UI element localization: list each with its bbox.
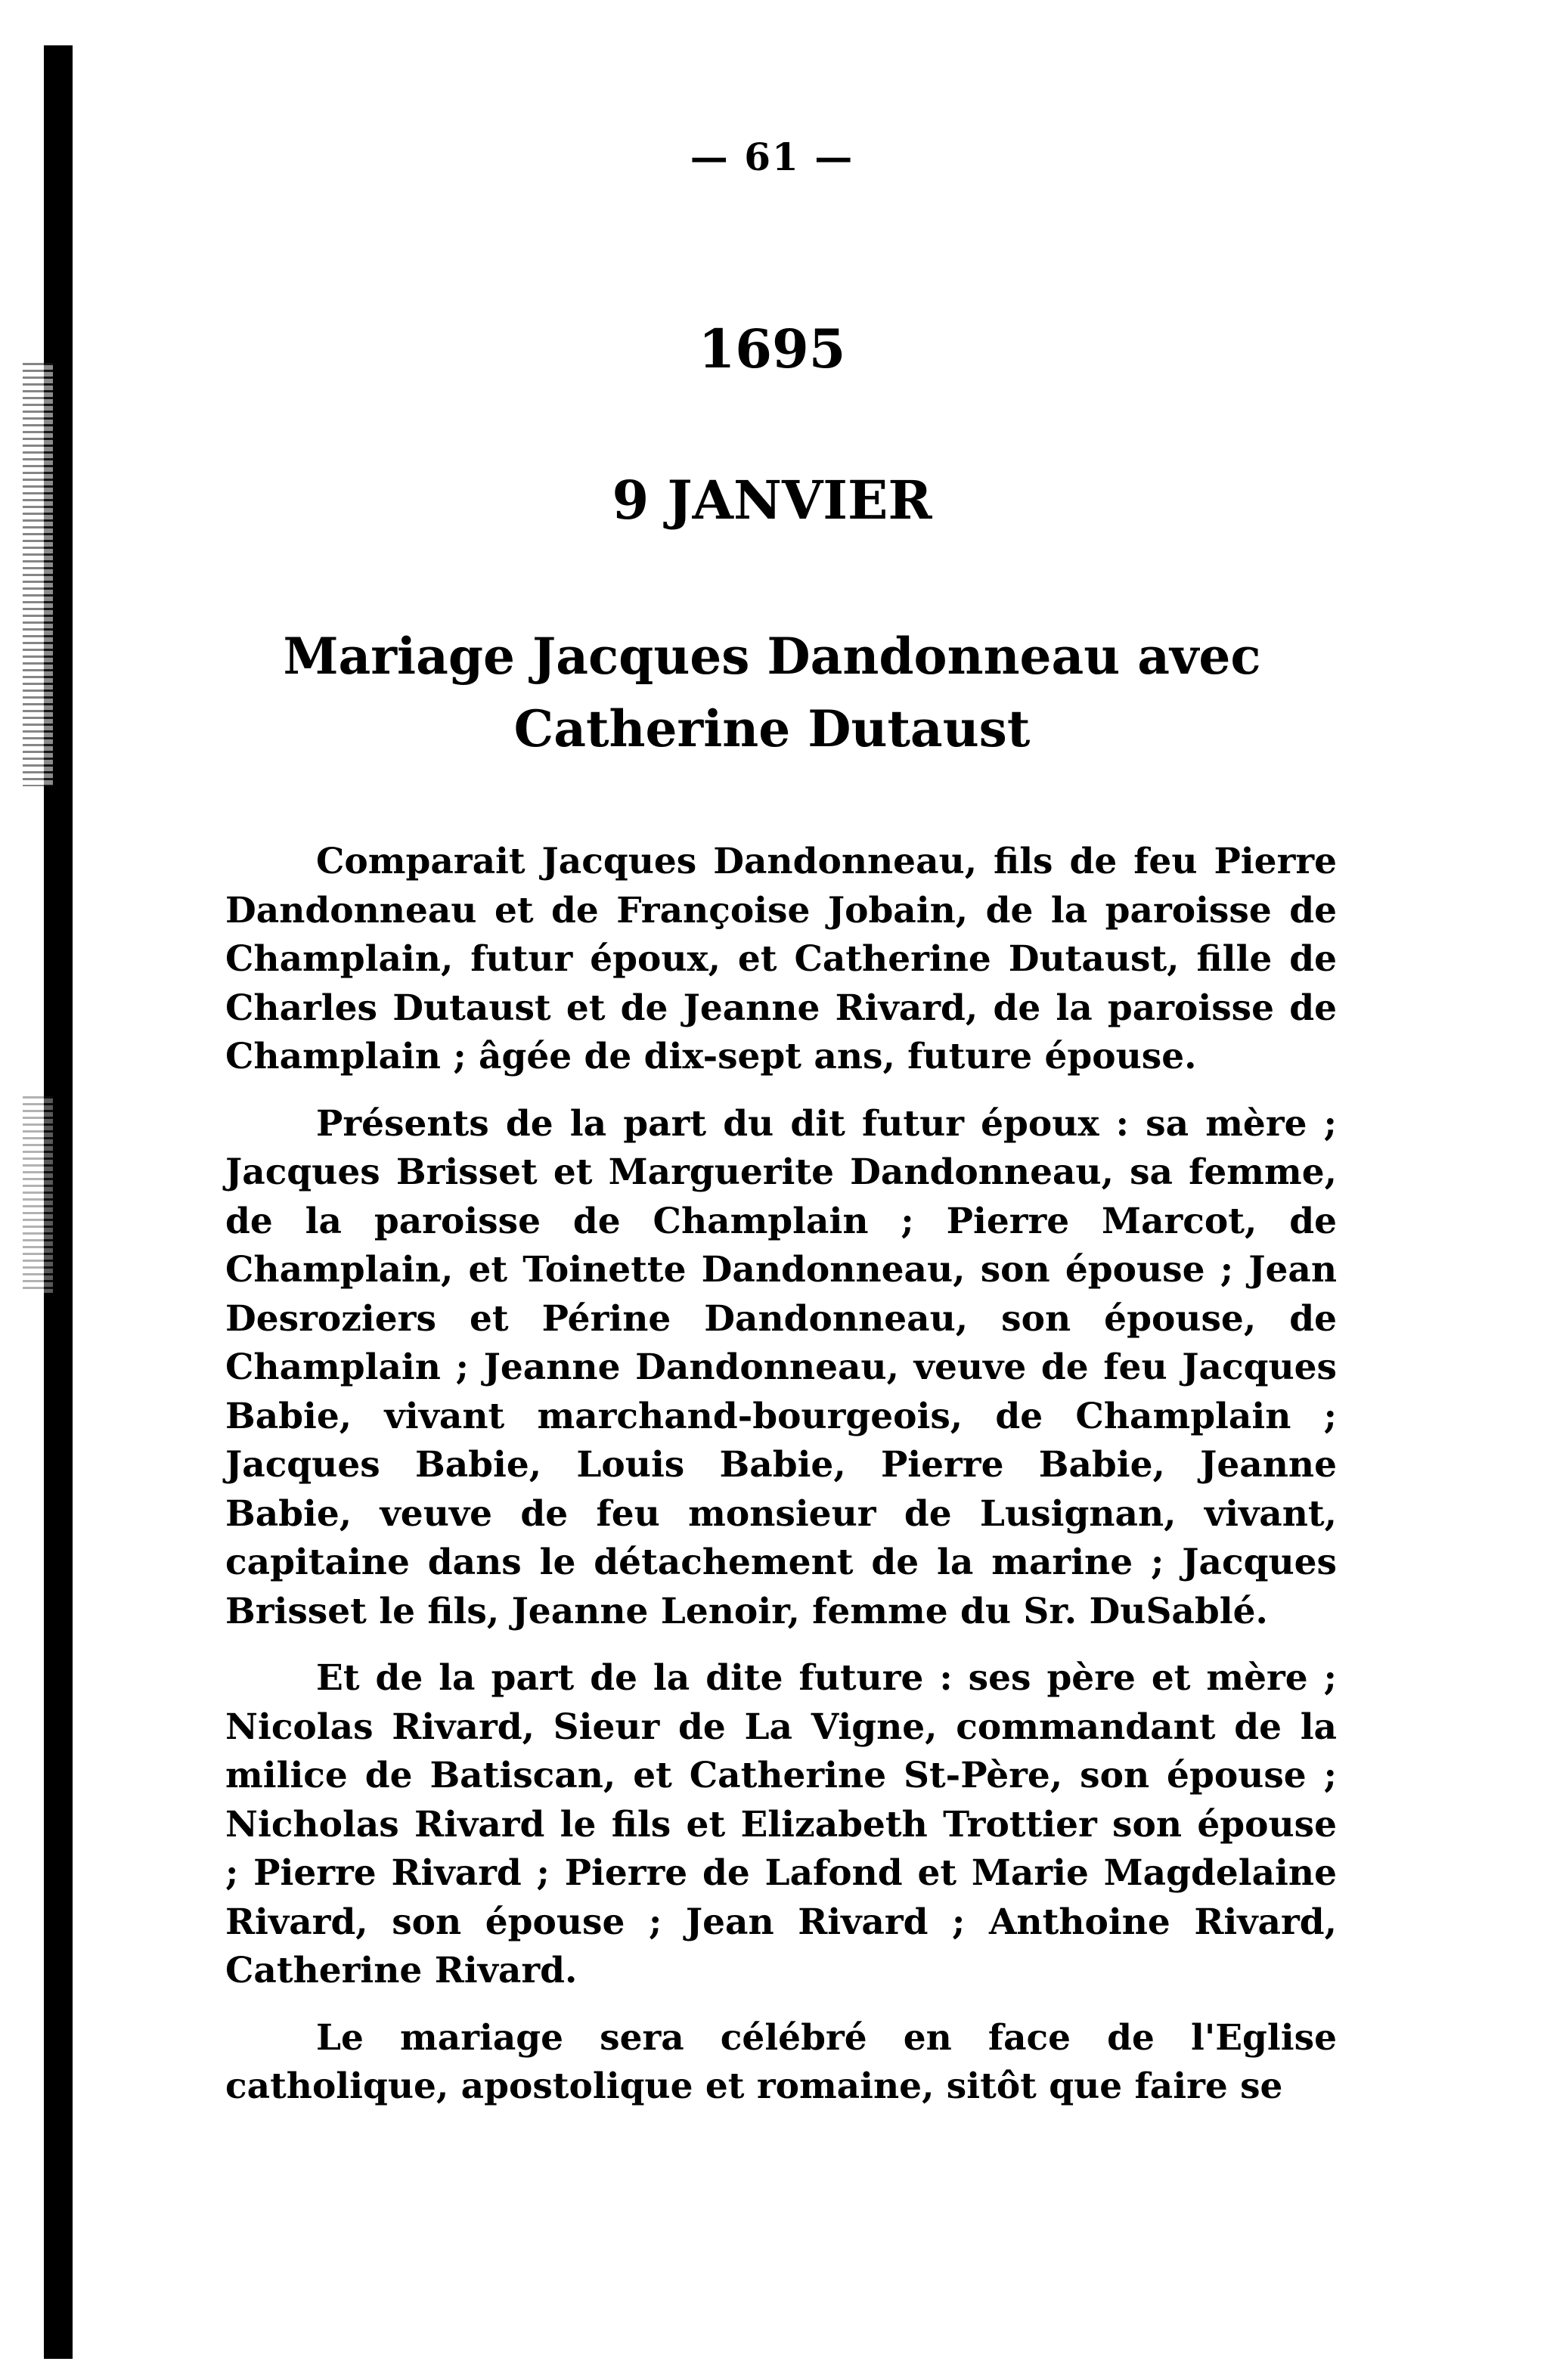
binding-shadow-lower <box>23 1096 53 1293</box>
entry-title-line-1: Mariage Jacques Dandonneau avec <box>283 627 1261 686</box>
year-heading: 1695 <box>698 318 846 380</box>
page-number: — 61 — <box>690 135 854 179</box>
paragraph-presents-epoux: Présents de la part du dit futur époux : sa mère ; Jacques Brisset et Marguerite Dandonneau, sa femme, de la paroisse de Champlain ; Pierre Marcot, de Champlain, et Toinette Dandonneau, son épouse ; Jean Desroziers et Périne Dandonneau, son épouse, de Champlain ; Jeanne Dandonneau, veuve de feu Jacques Babie, vivant marchand-bourgeois, de Champlain ; Jacques Babie, Louis Babie, Pierre Babie, Jeanne Babie, veuve de feu monsieur de Lusignan, vivant, capitaine dans le détachement de la marine ; Jacques Brisset le fils, Jeanne Lenoir, femme du Sr. DuSablé. <box>225 1102 1337 1632</box>
paragraph-presents-future: Et de la part de la dite future : ses père et mère ; Nicolas Rivard, Sieur de La Vigne, commandant de la milice de Batiscan, et Catherine St-Père, son épouse ; Nicholas Rivard le fils et Elizabeth Trottier son épouse ; Pierre Rivard ; Pierre de Lafond et Marie Magdelaine Rivard, son épouse ; Jean Rivard ; Anthoine Rivard, Catherine Rivard. <box>225 1657 1337 1991</box>
date-heading: 9 JANVIER <box>612 469 932 531</box>
entry-title <box>0 620 1544 765</box>
body-text <box>225 838 1337 2130</box>
paragraph-comparait: Comparait Jacques Dandonneau, fils de feu Pierre Dandonneau et de Françoise Jobain, de la paroisse de Champlain, futur époux, et Catherine Dutaust, fille de Charles Dutaust et de Jeanne Rivard, de la paroisse de Champlain ; âgée de dix-sept ans, future épouse. <box>225 841 1337 1077</box>
paragraph-mariage: Le mariage sera célébré en face de l'Eglise catholique, apostolique et romaine, sitôt que faire se <box>225 2016 1337 2107</box>
entry-title-line-2: Catherine Dutaust <box>513 699 1031 758</box>
